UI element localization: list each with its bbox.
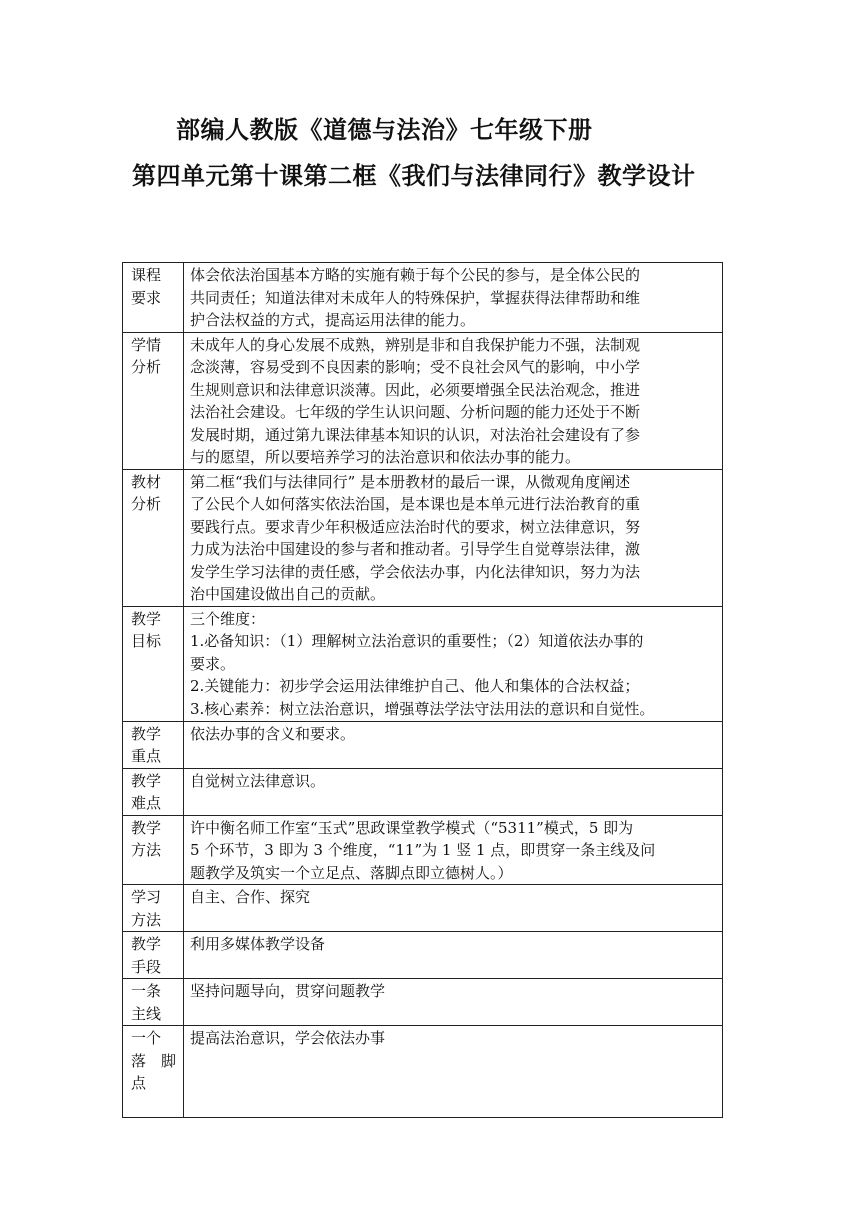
row-label-cell [123,606,184,721]
row-content-text: 自主、合作、探究 [190,888,311,906]
row-label-text: 难点 [131,794,162,812]
teaching-means-row [123,932,723,979]
row-label-text: 学情 [131,335,162,354]
row-content-text: 发展时期，通过第九课法律基本知识的认识，对法治社会建设有了参 [190,425,641,444]
row-content-text: 第二框“我们与法律同行” 是本册教材的最后一课，从微观角度阐述 [190,472,631,491]
row-content-cell [184,721,723,768]
row-label-text: 重点 [131,747,162,765]
row-label-cell [123,815,184,885]
row-content-text: 5 个环节，3 即为 3 个维度，“11”为 1 竖 1 点，即贯穿一条主线及问 [190,841,656,859]
row-content-text: 护合法权益的方式，提高运用法律的能力。 [190,311,476,329]
textbook-analysis-row [123,469,723,606]
row-label-text: 分析 [131,358,162,376]
row-label-cell [123,332,184,469]
row-label-text: 落 脚 [131,1051,177,1070]
row-label-text: 方法 [131,910,162,929]
row-content-text: 未成年人的身心发展不成熟，辨别是非和自我保护能力不强，法制观 [190,335,641,354]
row-label-text: 教学 [131,818,162,837]
row-label-text: 方法 [131,841,162,859]
row-content-cell [184,469,723,606]
row-label-cell [123,768,184,815]
row-content-text: 提高法治意识，学会依法办事 [190,1029,386,1047]
row-content-text: 3.核心素养：树立法治意识，增强尊法学法守法用法的意识和自觉性。 [190,699,655,718]
row-content-text: 发学生学习法律的责任感，学会依法办事，内化法律知识，努力为法 [190,562,641,581]
row-label-text: 要求 [131,288,162,307]
row-content-cell [184,263,723,333]
row-content-text: 要践行点。要求青少年积极适应法治时代的要求，树立法律意识，努 [190,517,641,536]
row-content-text: 念淡薄，容易受到不良因素的影响；受不良社会风气的影响，中小学 [190,358,641,376]
learning-methods-row [123,885,723,932]
row-content-cell [184,768,723,815]
row-content-cell [184,606,723,721]
row-content-text: 要求。 [190,654,236,673]
document-title-line-1: 部编人教版《道德与法治》七年级下册 [176,116,593,144]
row-label-cell [123,979,184,1026]
row-label-text: 目标 [131,632,162,650]
row-label-text: 教学 [131,771,162,790]
row-content-text: 1.必备知识：（1）理解树立法治意识的重要性；（2）知道依法办事的 [190,632,644,650]
row-label-cell [123,263,184,333]
row-label-text: 主线 [131,1004,162,1023]
row-content-text: 力成为法治中国建设的参与者和推动者。引导学生自觉尊崇法律，激 [190,540,641,558]
row-label-text: 教学 [131,609,162,628]
row-content-cell [184,979,723,1026]
row-content-text: 生规则意识和法律意识淡薄。因此，必须要增强全民法治观念，推进 [190,380,641,399]
row-label-cell [123,932,184,979]
row-label-text: 教材 [131,472,162,491]
row-content-text: 2.关键能力：初步学会运用法律维护自己、他人和集体的合法权益； [190,677,640,695]
teaching-key-points-row [123,721,723,768]
row-content-text: 许中衡名师工作室“玉式”思政课堂教学模式（“5311”模式，5 即为 [190,818,634,837]
document-title-line-2: 第四单元第十课第二框《我们与法律同行》教学设计 [132,162,696,190]
row-label-text: 学习 [131,888,162,906]
teaching-objectives-row [123,606,723,721]
row-content-text: 体会依法治国基本方略的实施有赖于每个公民的参与，是全体公民的 [190,266,641,284]
row-content-text: 三个维度： [190,609,266,628]
row-content-text: 了公民个人如何落实依法治国，是本课也是本单元进行法治教育的重 [190,495,641,513]
main-thread-row [123,979,723,1026]
foothold-row [123,1026,723,1118]
row-content-text: 治中国建设做出自己的贡献。 [190,585,386,603]
row-label-text: 手段 [131,957,162,976]
row-content-text: 题教学及筑实一个立足点、落脚点即立德树人。） [190,863,513,882]
learner-analysis-row [123,332,723,469]
row-label-text: 分析 [131,495,162,513]
row-label-cell [123,469,184,606]
teaching-methods-row [123,815,723,885]
row-content-text: 自觉树立法律意识。 [190,771,326,790]
row-content-cell [184,815,723,885]
row-content-text: 利用多媒体教学设备 [190,935,326,953]
row-label-text: 一条 [131,982,162,1000]
row-label-text: 教学 [131,724,162,743]
row-label-text: 课程 [131,266,162,284]
row-label-text: 点 [131,1074,147,1092]
row-content-cell [184,332,723,469]
row-content-text: 依法办事的含义和要求。 [190,724,356,743]
row-label-cell [123,885,184,932]
row-content-cell [184,1026,723,1118]
lesson-plan-table [122,262,723,1118]
row-content-text: 共同责任；知道法律对未成年人的特殊保护，掌握获得法律帮助和维 [190,288,641,307]
row-label-text: 教学 [131,935,162,953]
row-content-cell [184,932,723,979]
row-content-text: 法治社会建设。七年级的学生认识问题、分析问题的能力还处于不断 [190,403,641,421]
row-content-text: 坚持问题导向，贯穿问题教学 [190,982,386,1000]
row-label-cell [123,1026,184,1118]
course-requirements-row [123,263,723,333]
row-content-text: 与的愿望，所以要培养学习的法治意识和依法办事的能力。 [190,448,581,466]
row-label-text: 一个 [131,1029,162,1047]
lesson-plan-table-body [123,263,723,1118]
teaching-difficulties-row [123,768,723,815]
row-label-cell [123,721,184,768]
row-content-cell [184,885,723,932]
